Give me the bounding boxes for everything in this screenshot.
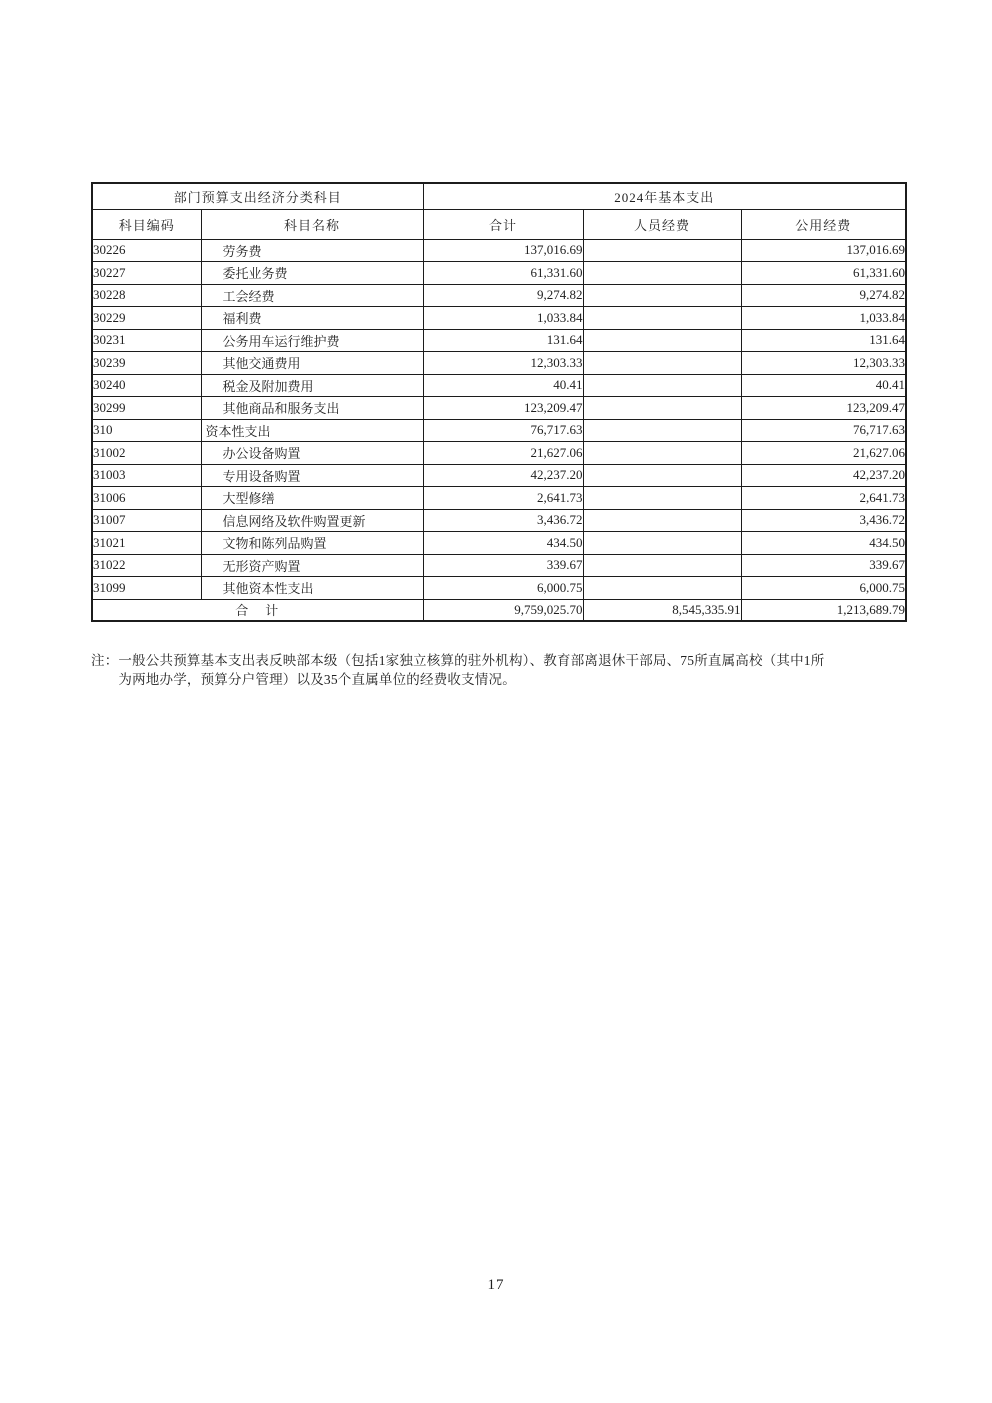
cell-name: 公务用车运行维护费: [201, 329, 423, 352]
cell-total: 123,209.47: [423, 397, 583, 420]
cell-public: 6,000.75: [741, 577, 906, 600]
cell-total: 2,641.73: [423, 487, 583, 510]
cell-code: 31022: [92, 554, 201, 577]
table-row: [92, 554, 906, 577]
column-header-public: 公用经费: [741, 209, 906, 239]
cell-name: 无形资产购置: [201, 554, 423, 577]
cell-total: 61,331.60: [423, 262, 583, 285]
cell-name: 工会经费: [201, 284, 423, 307]
cell-code: 30240: [92, 374, 201, 397]
cell-total: 21,627.06: [423, 442, 583, 465]
footnote-body: [118, 651, 881, 689]
cell-name: 专用设备购置: [201, 464, 423, 487]
cell-total: 434.50: [423, 532, 583, 555]
total-row-personnel: 8,545,335.91: [583, 599, 741, 621]
table-row: [92, 262, 906, 285]
cell-code: 30226: [92, 239, 201, 262]
cell-personnel: [583, 329, 741, 352]
table-row: [92, 329, 906, 352]
cell-total: 76,717.63: [423, 419, 583, 442]
cell-code: 30231: [92, 329, 201, 352]
table-row: [92, 307, 906, 330]
table-row: [92, 419, 906, 442]
table-row: [92, 509, 906, 532]
cell-public: 131.64: [741, 329, 906, 352]
column-header-code: 科目编码: [92, 209, 201, 239]
cell-personnel: [583, 284, 741, 307]
cell-public: 339.67: [741, 554, 906, 577]
cell-public: 2,641.73: [741, 487, 906, 510]
cell-public: 9,274.82: [741, 284, 906, 307]
cell-code: 31003: [92, 464, 201, 487]
table-body: [92, 239, 906, 599]
cell-personnel: [583, 397, 741, 420]
cell-total: 137,016.69: [423, 239, 583, 262]
table-row: [92, 352, 906, 375]
table-row: [92, 532, 906, 555]
column-header-name: 科目名称: [201, 209, 423, 239]
cell-code: 31007: [92, 509, 201, 532]
cell-name: 其他交通费用: [201, 352, 423, 375]
cell-personnel: [583, 464, 741, 487]
cell-personnel: [583, 577, 741, 600]
cell-total: 131.64: [423, 329, 583, 352]
cell-code: 30299: [92, 397, 201, 420]
cell-personnel: [583, 352, 741, 375]
table-row: [92, 397, 906, 420]
cell-code: 31099: [92, 577, 201, 600]
cell-code: 31006: [92, 487, 201, 510]
cell-name: 办公设备购置: [201, 442, 423, 465]
cell-code: 30229: [92, 307, 201, 330]
cell-total: 1,033.84: [423, 307, 583, 330]
cell-code: 310: [92, 419, 201, 442]
table-row: [92, 239, 906, 262]
page-number: 17: [487, 1277, 505, 1293]
cell-personnel: [583, 307, 741, 330]
table-row: [92, 487, 906, 510]
cell-total: 3,436.72: [423, 509, 583, 532]
cell-public: 123,209.47: [741, 397, 906, 420]
cell-total: 12,303.33: [423, 352, 583, 375]
cell-name: 大型修缮: [201, 487, 423, 510]
cell-public: 12,303.33: [741, 352, 906, 375]
table-row: [92, 442, 906, 465]
cell-personnel: [583, 509, 741, 532]
budget-table: [91, 182, 907, 622]
cell-name: 劳务费: [201, 239, 423, 262]
cell-public: 42,237.20: [741, 464, 906, 487]
table-row: [92, 284, 906, 307]
cell-personnel: [583, 262, 741, 285]
cell-name: 委托业务费: [201, 262, 423, 285]
cell-total: 42,237.20: [423, 464, 583, 487]
cell-code: 31002: [92, 442, 201, 465]
cell-public: 3,436.72: [741, 509, 906, 532]
footnote-line-2: 为两地办学，预算分户管理）以及35个直属单位的经费收支情况。: [118, 672, 516, 687]
total-row-label: 合 计: [92, 599, 423, 621]
column-header-total: 合计: [423, 209, 583, 239]
cell-total: 40.41: [423, 374, 583, 397]
cell-public: 61,331.60: [741, 262, 906, 285]
cell-total: 6,000.75: [423, 577, 583, 600]
cell-name: 其他资本性支出: [201, 577, 423, 600]
cell-name: 文物和陈列品购置: [201, 532, 423, 555]
cell-total: 9,274.82: [423, 284, 583, 307]
cell-public: 1,033.84: [741, 307, 906, 330]
table-row: [92, 464, 906, 487]
cell-name: 资本性支出: [201, 419, 423, 442]
cell-public: 40.41: [741, 374, 906, 397]
header-group-row: [92, 183, 906, 209]
cell-code: 30228: [92, 284, 201, 307]
total-row: [92, 599, 906, 621]
header-columns-row: [92, 209, 906, 239]
cell-personnel: [583, 419, 741, 442]
total-row-sum: 9,759,025.70: [423, 599, 583, 621]
column-header-personnel: 人员经费: [583, 209, 741, 239]
cell-personnel: [583, 239, 741, 262]
table-row: [92, 374, 906, 397]
header-basic-expenditure-2024: 2024年基本支出: [423, 183, 906, 209]
cell-personnel: [583, 442, 741, 465]
footnote: [91, 651, 881, 689]
footnote-label: 注：: [91, 653, 119, 668]
cell-personnel: [583, 532, 741, 555]
total-row-public: 1,213,689.79: [741, 599, 906, 621]
cell-name: 信息网络及软件购置更新: [201, 509, 423, 532]
cell-name: 福利费: [201, 307, 423, 330]
cell-public: 434.50: [741, 532, 906, 555]
cell-code: 30227: [92, 262, 201, 285]
cell-public: 76,717.63: [741, 419, 906, 442]
cell-code: 31021: [92, 532, 201, 555]
cell-personnel: [583, 374, 741, 397]
cell-total: 339.67: [423, 554, 583, 577]
cell-public: 21,627.06: [741, 442, 906, 465]
cell-public: 137,016.69: [741, 239, 906, 262]
cell-name: 税金及附加费用: [201, 374, 423, 397]
cell-personnel: [583, 554, 741, 577]
cell-personnel: [583, 487, 741, 510]
cell-code: 30239: [92, 352, 201, 375]
header-classification: 部门预算支出经济分类科目: [92, 183, 423, 209]
cell-name: 其他商品和服务支出: [201, 397, 423, 420]
footnote-line-1: 一般公共预算基本支出表反映部本级（包括1家独立核算的驻外机构）、教育部离退休干部局、75所直属高校（其中1所: [118, 653, 825, 668]
table-row: [92, 577, 906, 600]
